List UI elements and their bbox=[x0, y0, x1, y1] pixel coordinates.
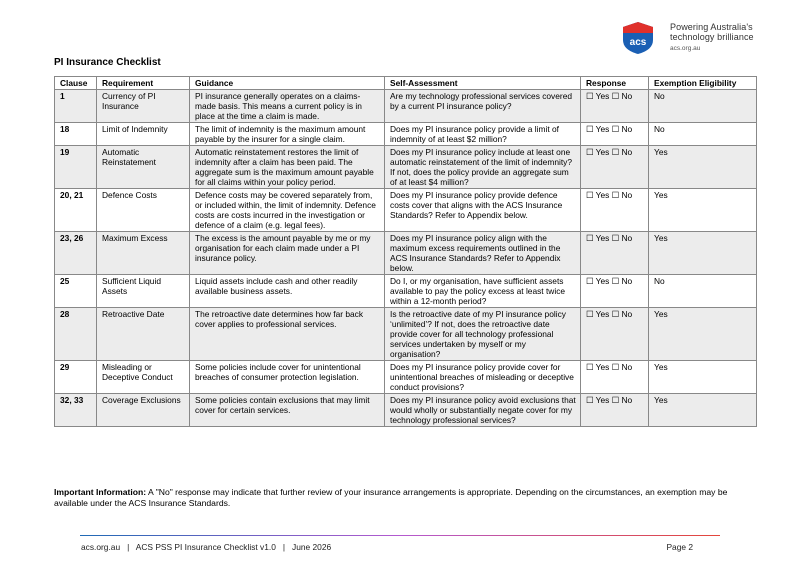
acs-logo-mark-text: acs bbox=[629, 37, 647, 48]
requirement-cell: Retroactive Date bbox=[97, 308, 190, 361]
header-requirement: Requirement bbox=[97, 77, 190, 90]
requirement-cell: Automatic Reinstatement bbox=[97, 146, 190, 189]
clause-cell: 18 bbox=[55, 123, 97, 146]
clause-cell: 25 bbox=[55, 275, 97, 308]
guidance-cell: The excess is the amount payable by me or my organisation for each claim made under a PI insurance policy. bbox=[190, 232, 385, 275]
clause-cell: 1 bbox=[55, 90, 97, 123]
requirement-cell: Limit of Indemnity bbox=[97, 123, 190, 146]
table-row bbox=[55, 394, 757, 427]
response-checkboxes[interactable]: ☐ Yes ☐ No bbox=[581, 308, 649, 361]
checklist-table bbox=[54, 76, 757, 427]
brand-tagline-line1: Powering Australia's bbox=[670, 22, 753, 32]
table-row bbox=[55, 361, 757, 394]
page-title: PI Insurance Checklist bbox=[54, 57, 161, 68]
header-self-assessment: Self-Assessment bbox=[385, 77, 581, 90]
table-row bbox=[55, 308, 757, 361]
header-clause: Clause bbox=[55, 77, 97, 90]
important-label: Important Information: bbox=[54, 487, 147, 497]
exemption-cell: Yes bbox=[649, 232, 757, 275]
guidance-cell: Defence costs may be covered separately from, or included within, the limit of indemnity. Defence costs are costs incurred in the investigation or defence of a claim (e.g. legal fees). bbox=[190, 189, 385, 232]
brand-tagline bbox=[670, 22, 754, 42]
response-checkboxes[interactable]: ☐ Yes ☐ No bbox=[581, 394, 649, 427]
footer-divider bbox=[80, 535, 720, 536]
requirement-cell: Maximum Excess bbox=[97, 232, 190, 275]
self-assessment-cell: Does my PI insurance policy provide cover for unintentional breaches of misleading or deceptive conduct provisions? bbox=[385, 361, 581, 394]
self-assessment-cell: Do I, or my organisation, have sufficient assets available to pay the policy excess at least twice within a 12-month period? bbox=[385, 275, 581, 308]
response-checkboxes[interactable]: ☐ Yes ☐ No bbox=[581, 146, 649, 189]
exemption-cell: Yes bbox=[649, 189, 757, 232]
page-number: Page 2 bbox=[666, 542, 693, 552]
acs-logo-icon bbox=[620, 20, 656, 56]
table-row bbox=[55, 232, 757, 275]
response-checkboxes[interactable]: ☐ Yes ☐ No bbox=[581, 189, 649, 232]
response-checkboxes[interactable]: ☐ Yes ☐ No bbox=[581, 123, 649, 146]
self-assessment-cell: Does my PI insurance policy align with the maximum excess requirements outlined in the ACS Insurance Standards? Refer to Appendix below. bbox=[385, 232, 581, 275]
guidance-cell: The retroactive date determines how far back cover applies to professional services. bbox=[190, 308, 385, 361]
clause-cell: 20, 21 bbox=[55, 189, 97, 232]
brand-tagline-line2: technology brilliance bbox=[670, 32, 754, 42]
guidance-cell: Liquid assets include cash and other readily available business assets. bbox=[190, 275, 385, 308]
exemption-cell: Yes bbox=[649, 146, 757, 189]
table-header-row bbox=[55, 77, 757, 90]
requirement-cell: Currency of PI Insurance bbox=[97, 90, 190, 123]
clause-cell: 19 bbox=[55, 146, 97, 189]
table-row bbox=[55, 123, 757, 146]
header-guidance: Guidance bbox=[190, 77, 385, 90]
response-checkboxes[interactable]: ☐ Yes ☐ No bbox=[581, 361, 649, 394]
guidance-cell: Some policies include cover for unintentional breaches of consumer protection legislation. bbox=[190, 361, 385, 394]
exemption-cell: No bbox=[649, 275, 757, 308]
exemption-cell: No bbox=[649, 90, 757, 123]
self-assessment-cell: Does my PI insurance policy include at least one automatic reinstatement of the limit of indemnity? If not, does the policy provide an aggregate sum of at least $4 million? bbox=[385, 146, 581, 189]
brand-url: acs.org.au bbox=[670, 45, 701, 52]
clause-cell: 23, 26 bbox=[55, 232, 97, 275]
guidance-cell: Some policies contain exclusions that may limit cover for certain services. bbox=[190, 394, 385, 427]
clause-cell: 28 bbox=[55, 308, 97, 361]
header-response: Response bbox=[581, 77, 649, 90]
exemption-cell: Yes bbox=[649, 394, 757, 427]
clause-cell: 32, 33 bbox=[55, 394, 97, 427]
guidance-cell: PI insurance generally operates on a claims-made basis. This means a current policy is in place at the time a claim is made. bbox=[190, 90, 385, 123]
exemption-cell: Yes bbox=[649, 361, 757, 394]
self-assessment-cell: Is the retroactive date of my PI insurance policy ‘unlimited’? If not, does the retroactive date provide cover for all technology professional services undertaken by myself or my organisation? bbox=[385, 308, 581, 361]
exemption-cell: No bbox=[649, 123, 757, 146]
self-assessment-cell: Does my PI insurance policy provide a limit of indemnity of at least $2 million? bbox=[385, 123, 581, 146]
exemption-cell: Yes bbox=[649, 308, 757, 361]
clause-cell: 29 bbox=[55, 361, 97, 394]
table-row bbox=[55, 275, 757, 308]
table-row bbox=[55, 90, 757, 123]
requirement-cell: Defence Costs bbox=[97, 189, 190, 232]
response-checkboxes[interactable]: ☐ Yes ☐ No bbox=[581, 275, 649, 308]
header-exemption: Exemption Eligibility bbox=[649, 77, 757, 90]
response-checkboxes[interactable]: ☐ Yes ☐ No bbox=[581, 232, 649, 275]
requirement-cell: Sufficient Liquid Assets bbox=[97, 275, 190, 308]
self-assessment-cell: Are my technology professional services covered by a current PI insurance policy? bbox=[385, 90, 581, 123]
table-row bbox=[55, 146, 757, 189]
requirement-cell: Coverage Exclusions bbox=[97, 394, 190, 427]
self-assessment-cell: Does my PI insurance policy avoid exclusions that would wholly or substantially negate cover for my technology professional services? bbox=[385, 394, 581, 427]
important-text: A "No" response may indicate that further review of your insurance arrangements is appropriate. Depending on the circumstances, an exemption may be available under the ACS Insurance Standards. bbox=[54, 487, 728, 508]
response-checkboxes[interactable]: ☐ Yes ☐ No bbox=[581, 90, 649, 123]
guidance-cell: Automatic reinstatement restores the limit of indemnity after a claim has been paid. The aggregate sum is the maximum amount payable for all claims within your policy period. bbox=[190, 146, 385, 189]
guidance-cell: The limit of indemnity is the maximum amount payable by the insurer for a single claim. bbox=[190, 123, 385, 146]
requirement-cell: Misleading or Deceptive Conduct bbox=[97, 361, 190, 394]
self-assessment-cell: Does my PI insurance policy provide defence costs cover that aligns with the ACS Insurance Standards? Refer to Appendix below. bbox=[385, 189, 581, 232]
acs-logo bbox=[620, 20, 770, 56]
footer-info: acs.org.au | ACS PSS PI Insurance Checklist v1.0 | June 2026 bbox=[81, 542, 332, 552]
table-row bbox=[55, 189, 757, 232]
important-information bbox=[54, 487, 754, 509]
